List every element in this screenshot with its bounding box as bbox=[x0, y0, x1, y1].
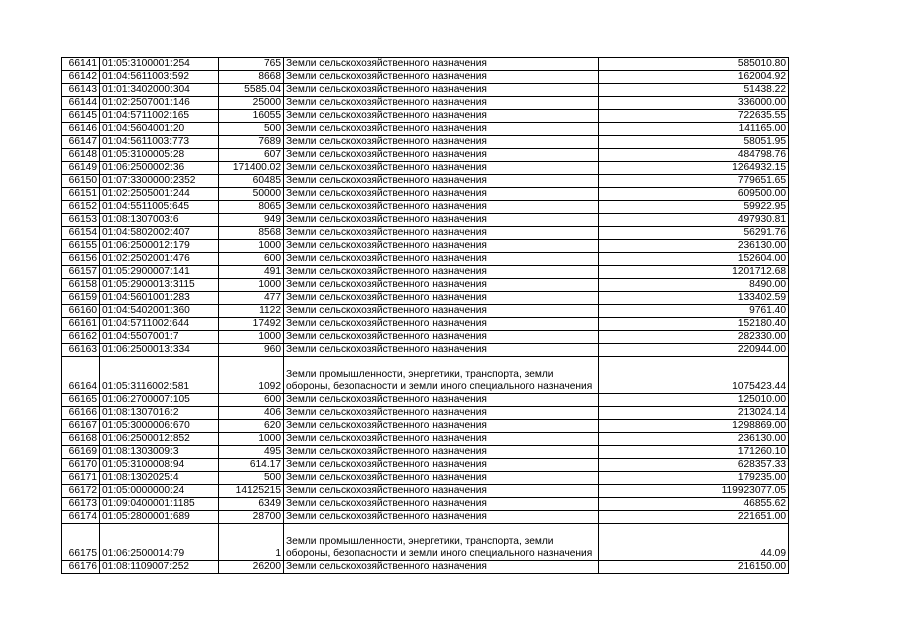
land-category-cell: Земли сельскохозяйственного назначения bbox=[284, 58, 599, 71]
cadastral-number-cell: 01:05:3100005:28 bbox=[100, 149, 219, 162]
area-cell: 5585.04 bbox=[219, 84, 284, 97]
table-row bbox=[62, 394, 789, 407]
cadastral-value-cell: 1264932.15 bbox=[599, 162, 789, 175]
cadastral-value-cell: 216150.00 bbox=[599, 561, 789, 574]
table-row bbox=[62, 136, 789, 149]
row-id-cell: 66174 bbox=[62, 511, 100, 524]
land-category-cell: Земли сельскохозяйственного назначения bbox=[284, 175, 599, 188]
area-cell: 495 bbox=[219, 446, 284, 459]
row-id-cell: 66142 bbox=[62, 71, 100, 84]
area-cell: 500 bbox=[219, 472, 284, 485]
land-category-cell: Земли сельскохозяйственного назначения bbox=[284, 149, 599, 162]
row-id-cell: 66175 bbox=[62, 524, 100, 561]
area-cell: 960 bbox=[219, 344, 284, 357]
cadastral-value-cell: 722635.55 bbox=[599, 110, 789, 123]
table-row bbox=[62, 561, 789, 574]
land-category-cell: Земли сельскохозяйственного назначения bbox=[284, 344, 599, 357]
area-cell: 8668 bbox=[219, 71, 284, 84]
table-row bbox=[62, 459, 789, 472]
row-id-cell: 66154 bbox=[62, 227, 100, 240]
area-cell: 614.17 bbox=[219, 459, 284, 472]
row-id-cell: 66158 bbox=[62, 279, 100, 292]
land-category-cell: Земли сельскохозяйственного назначения bbox=[284, 561, 599, 574]
cadastral-value-cell: 171260.10 bbox=[599, 446, 789, 459]
cadastral-value-cell: 1201712.68 bbox=[599, 266, 789, 279]
cadastral-number-cell: 01:08:1302025:4 bbox=[100, 472, 219, 485]
area-cell: 491 bbox=[219, 266, 284, 279]
area-cell: 8568 bbox=[219, 227, 284, 240]
cadastral-value-cell: 282330.00 bbox=[599, 331, 789, 344]
area-cell: 1122 bbox=[219, 305, 284, 318]
cadastral-number-cell: 01:05:0000000:24 bbox=[100, 485, 219, 498]
cadastral-number-cell: 01:05:3116002:581 bbox=[100, 357, 219, 394]
row-id-cell: 66166 bbox=[62, 407, 100, 420]
table-row bbox=[62, 188, 789, 201]
land-category-cell: Земли сельскохозяйственного назначения bbox=[284, 84, 599, 97]
row-id-cell: 66145 bbox=[62, 110, 100, 123]
cadastral-number-cell: 01:04:5611003:773 bbox=[100, 136, 219, 149]
table-row bbox=[62, 524, 789, 561]
table-row bbox=[62, 162, 789, 175]
land-category-cell: Земли сельскохозяйственного назначения bbox=[284, 110, 599, 123]
row-id-cell: 66157 bbox=[62, 266, 100, 279]
area-cell: 1092 bbox=[219, 357, 284, 394]
row-id-cell: 66160 bbox=[62, 305, 100, 318]
cadastral-value-cell: 220944.00 bbox=[599, 344, 789, 357]
row-id-cell: 66147 bbox=[62, 136, 100, 149]
land-category-cell: Земли сельскохозяйственного назначения bbox=[284, 214, 599, 227]
table-row bbox=[62, 175, 789, 188]
cadastral-value-cell: 152180.40 bbox=[599, 318, 789, 331]
area-cell: 600 bbox=[219, 253, 284, 266]
table-row bbox=[62, 279, 789, 292]
land-category-cell: Земли сельскохозяйственного назначения bbox=[284, 71, 599, 84]
table-row bbox=[62, 227, 789, 240]
table-row bbox=[62, 357, 789, 394]
row-id-cell: 66143 bbox=[62, 84, 100, 97]
row-id-cell: 66155 bbox=[62, 240, 100, 253]
table-row bbox=[62, 149, 789, 162]
area-cell: 28700 bbox=[219, 511, 284, 524]
table-body bbox=[62, 58, 789, 574]
cadastral-number-cell: 01:08:1109007:252 bbox=[100, 561, 219, 574]
row-id-cell: 66171 bbox=[62, 472, 100, 485]
land-category-cell: Земли сельскохозяйственного назначения bbox=[284, 240, 599, 253]
cadastral-number-cell: 01:09:0400001:1185 bbox=[100, 498, 219, 511]
cadastral-value-cell: 162004.92 bbox=[599, 71, 789, 84]
land-category-cell: Земли сельскохозяйственного назначения bbox=[284, 472, 599, 485]
cadastral-value-cell: 152604.00 bbox=[599, 253, 789, 266]
cadastral-value-cell: 585010.80 bbox=[599, 58, 789, 71]
row-id-cell: 66150 bbox=[62, 175, 100, 188]
cadastral-value-cell: 484798.76 bbox=[599, 149, 789, 162]
row-id-cell: 66144 bbox=[62, 97, 100, 110]
area-cell: 1000 bbox=[219, 331, 284, 344]
area-cell: 16055 bbox=[219, 110, 284, 123]
row-id-cell: 66156 bbox=[62, 253, 100, 266]
cadastral-number-cell: 01:06:2500013:334 bbox=[100, 344, 219, 357]
cadastral-value-cell: 8490.00 bbox=[599, 279, 789, 292]
cadastral-value-cell: 221651.00 bbox=[599, 511, 789, 524]
area-cell: 477 bbox=[219, 292, 284, 305]
area-cell: 500 bbox=[219, 123, 284, 136]
table-row bbox=[62, 123, 789, 136]
row-id-cell: 66165 bbox=[62, 394, 100, 407]
table-row bbox=[62, 240, 789, 253]
cadastral-value-cell: 46855.62 bbox=[599, 498, 789, 511]
land-parcel-table bbox=[61, 57, 789, 574]
cadastral-value-cell: 609500.00 bbox=[599, 188, 789, 201]
table-row bbox=[62, 511, 789, 524]
table-row bbox=[62, 318, 789, 331]
area-cell: 171400.02 bbox=[219, 162, 284, 175]
land-category-cell: Земли сельскохозяйственного назначения bbox=[284, 123, 599, 136]
area-cell: 607 bbox=[219, 149, 284, 162]
row-id-cell: 66162 bbox=[62, 331, 100, 344]
table-row bbox=[62, 485, 789, 498]
cadastral-number-cell: 01:04:5611003:592 bbox=[100, 71, 219, 84]
cadastral-value-cell: 141165.00 bbox=[599, 123, 789, 136]
land-category-cell: Земли сельскохозяйственного назначения bbox=[284, 331, 599, 344]
cadastral-number-cell: 01:05:3000006:670 bbox=[100, 420, 219, 433]
cadastral-number-cell: 01:07:3300000:2352 bbox=[100, 175, 219, 188]
cadastral-value-cell: 497930.81 bbox=[599, 214, 789, 227]
table-row bbox=[62, 253, 789, 266]
land-category-cell: Земли сельскохозяйственного назначения bbox=[284, 201, 599, 214]
cadastral-number-cell: 01:04:5601001:283 bbox=[100, 292, 219, 305]
row-id-cell: 66169 bbox=[62, 446, 100, 459]
cadastral-value-cell: 59922.95 bbox=[599, 201, 789, 214]
table-row bbox=[62, 433, 789, 446]
cadastral-number-cell: 01:06:2700007:105 bbox=[100, 394, 219, 407]
cadastral-number-cell: 01:05:2900013:3115 bbox=[100, 279, 219, 292]
cadastral-number-cell: 01:05:3100001:254 bbox=[100, 58, 219, 71]
cadastral-number-cell: 01:04:5711002:644 bbox=[100, 318, 219, 331]
land-category-cell: Земли сельскохозяйственного назначения bbox=[284, 305, 599, 318]
table-row bbox=[62, 84, 789, 97]
land-category-cell: Земли сельскохозяйственного назначения bbox=[284, 136, 599, 149]
land-category-cell: Земли сельскохозяйственного назначения bbox=[284, 188, 599, 201]
table-row bbox=[62, 472, 789, 485]
row-id-cell: 66173 bbox=[62, 498, 100, 511]
cadastral-number-cell: 01:04:5604001:20 bbox=[100, 123, 219, 136]
area-cell: 949 bbox=[219, 214, 284, 227]
cadastral-number-cell: 01:02:2502001:476 bbox=[100, 253, 219, 266]
land-category-cell: Земли сельскохозяйственного назначения bbox=[284, 292, 599, 305]
area-cell: 6349 bbox=[219, 498, 284, 511]
cadastral-number-cell: 01:06:2500014:79 bbox=[100, 524, 219, 561]
cadastral-number-cell: 01:06:2500002:36 bbox=[100, 162, 219, 175]
cadastral-value-cell: 133402.59 bbox=[599, 292, 789, 305]
cadastral-number-cell: 01:05:3100008:94 bbox=[100, 459, 219, 472]
row-id-cell: 66151 bbox=[62, 188, 100, 201]
area-cell: 50000 bbox=[219, 188, 284, 201]
land-category-cell: Земли сельскохозяйственного назначения bbox=[284, 227, 599, 240]
table-row bbox=[62, 498, 789, 511]
table-row bbox=[62, 266, 789, 279]
row-id-cell: 66148 bbox=[62, 149, 100, 162]
table-row bbox=[62, 331, 789, 344]
row-id-cell: 66141 bbox=[62, 58, 100, 71]
cadastral-number-cell: 01:04:5711002:165 bbox=[100, 110, 219, 123]
table-row bbox=[62, 97, 789, 110]
area-cell: 14125215 bbox=[219, 485, 284, 498]
cadastral-value-cell: 213024.14 bbox=[599, 407, 789, 420]
cadastral-number-cell: 01:04:5802002:407 bbox=[100, 227, 219, 240]
table-row bbox=[62, 71, 789, 84]
table-row bbox=[62, 201, 789, 214]
cadastral-number-cell: 01:01:3402000:304 bbox=[100, 84, 219, 97]
land-category-cell: Земли сельскохозяйственного назначения bbox=[284, 97, 599, 110]
row-id-cell: 66159 bbox=[62, 292, 100, 305]
land-category-cell: Земли сельскохозяйственного назначения bbox=[284, 433, 599, 446]
cadastral-value-cell: 1298869.00 bbox=[599, 420, 789, 433]
cadastral-number-cell: 01:06:2500012:179 bbox=[100, 240, 219, 253]
cadastral-number-cell: 01:08:1303009:3 bbox=[100, 446, 219, 459]
land-category-cell: Земли сельскохозяйственного назначения bbox=[284, 459, 599, 472]
land-category-cell: Земли сельскохозяйственного назначения bbox=[284, 266, 599, 279]
cadastral-value-cell: 179235.00 bbox=[599, 472, 789, 485]
cadastral-value-cell: 56291.76 bbox=[599, 227, 789, 240]
land-category-cell: Земли сельскохозяйственного назначения bbox=[284, 485, 599, 498]
cadastral-number-cell: 01:05:2900007:141 bbox=[100, 266, 219, 279]
cadastral-number-cell: 01:02:2505001:244 bbox=[100, 188, 219, 201]
area-cell: 8065 bbox=[219, 201, 284, 214]
cadastral-number-cell: 01:02:2507001:146 bbox=[100, 97, 219, 110]
land-category-cell: Земли промышленности, энергетики, транспорта, земли обороны, безопасности и земли иного специального назначения bbox=[284, 357, 599, 394]
area-cell: 765 bbox=[219, 58, 284, 71]
area-cell: 26200 bbox=[219, 561, 284, 574]
table-row bbox=[62, 446, 789, 459]
cadastral-number-cell: 01:04:5402001:360 bbox=[100, 305, 219, 318]
table-row bbox=[62, 305, 789, 318]
cadastral-value-cell: 44.09 bbox=[599, 524, 789, 561]
table-row bbox=[62, 214, 789, 227]
row-id-cell: 66164 bbox=[62, 357, 100, 394]
land-category-cell: Земли сельскохозяйственного назначения bbox=[284, 253, 599, 266]
table-row bbox=[62, 420, 789, 433]
cadastral-value-cell: 336000.00 bbox=[599, 97, 789, 110]
cadastral-value-cell: 628357.33 bbox=[599, 459, 789, 472]
area-cell: 17492 bbox=[219, 318, 284, 331]
row-id-cell: 66170 bbox=[62, 459, 100, 472]
area-cell: 7689 bbox=[219, 136, 284, 149]
cadastral-value-cell: 51438.22 bbox=[599, 84, 789, 97]
land-category-cell: Земли сельскохозяйственного назначения bbox=[284, 162, 599, 175]
area-cell: 60485 bbox=[219, 175, 284, 188]
row-id-cell: 66153 bbox=[62, 214, 100, 227]
cadastral-value-cell: 119923077.05 bbox=[599, 485, 789, 498]
cadastral-value-cell: 236130.00 bbox=[599, 433, 789, 446]
cadastral-number-cell: 01:08:1307016:2 bbox=[100, 407, 219, 420]
row-id-cell: 66167 bbox=[62, 420, 100, 433]
row-id-cell: 66163 bbox=[62, 344, 100, 357]
area-cell: 406 bbox=[219, 407, 284, 420]
cadastral-value-cell: 125010.00 bbox=[599, 394, 789, 407]
land-category-cell: Земли сельскохозяйственного назначения bbox=[284, 318, 599, 331]
land-category-cell: Земли сельскохозяйственного назначения bbox=[284, 394, 599, 407]
row-id-cell: 66152 bbox=[62, 201, 100, 214]
land-category-cell: Земли сельскохозяйственного назначения bbox=[284, 420, 599, 433]
cadastral-number-cell: 01:06:2500012:852 bbox=[100, 433, 219, 446]
cadastral-number-cell: 01:08:1307003:6 bbox=[100, 214, 219, 227]
table-row bbox=[62, 110, 789, 123]
cadastral-number-cell: 01:05:2800001:689 bbox=[100, 511, 219, 524]
table-row bbox=[62, 344, 789, 357]
cadastral-value-cell: 779651.65 bbox=[599, 175, 789, 188]
cadastral-number-cell: 01:04:5511005:645 bbox=[100, 201, 219, 214]
area-cell: 1 bbox=[219, 524, 284, 561]
cadastral-value-cell: 58051.95 bbox=[599, 136, 789, 149]
row-id-cell: 66146 bbox=[62, 123, 100, 136]
land-category-cell: Земли сельскохозяйственного назначения bbox=[284, 407, 599, 420]
land-category-cell: Земли сельскохозяйственного назначения bbox=[284, 446, 599, 459]
cadastral-value-cell: 1075423.44 bbox=[599, 357, 789, 394]
row-id-cell: 66168 bbox=[62, 433, 100, 446]
row-id-cell: 66149 bbox=[62, 162, 100, 175]
row-id-cell: 66161 bbox=[62, 318, 100, 331]
area-cell: 1000 bbox=[219, 433, 284, 446]
cadastral-value-cell: 236130.00 bbox=[599, 240, 789, 253]
table-row bbox=[62, 58, 789, 71]
land-category-cell: Земли промышленности, энергетики, транспорта, земли обороны, безопасности и земли иного специального назначения bbox=[284, 524, 599, 561]
area-cell: 1000 bbox=[219, 279, 284, 292]
row-id-cell: 66176 bbox=[62, 561, 100, 574]
table-row bbox=[62, 407, 789, 420]
area-cell: 600 bbox=[219, 394, 284, 407]
area-cell: 1000 bbox=[219, 240, 284, 253]
area-cell: 25000 bbox=[219, 97, 284, 110]
area-cell: 620 bbox=[219, 420, 284, 433]
land-category-cell: Земли сельскохозяйственного назначения bbox=[284, 511, 599, 524]
land-category-cell: Земли сельскохозяйственного назначения bbox=[284, 498, 599, 511]
cadastral-number-cell: 01:04:5507001:7 bbox=[100, 331, 219, 344]
table-row bbox=[62, 292, 789, 305]
row-id-cell: 66172 bbox=[62, 485, 100, 498]
cadastral-value-cell: 9761.40 bbox=[599, 305, 789, 318]
land-category-cell: Земли сельскохозяйственного назначения bbox=[284, 279, 599, 292]
